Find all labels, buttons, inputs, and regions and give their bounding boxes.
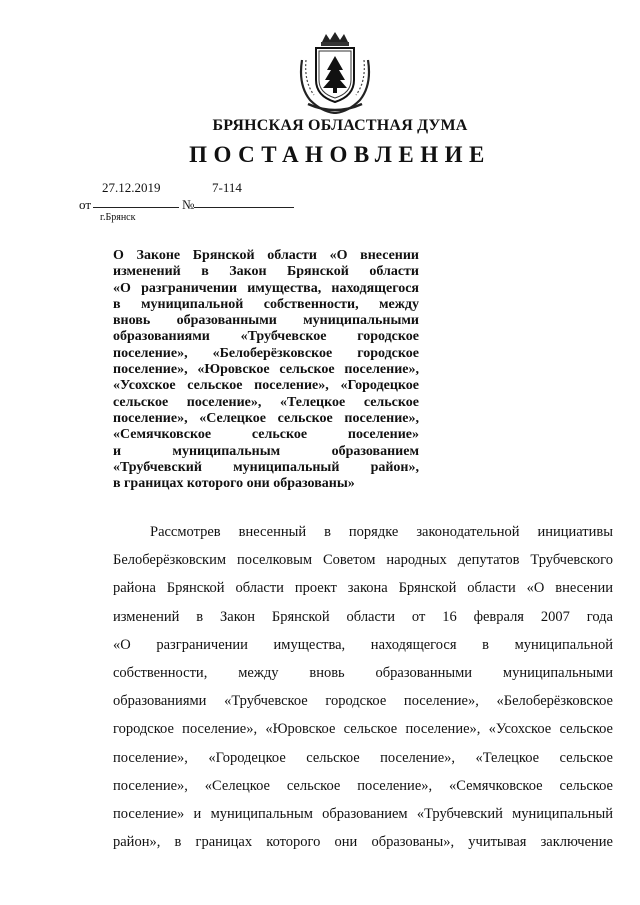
body-line: изменений в Закон Брянской области от 16 февраля 2007 года bbox=[113, 608, 613, 625]
document-number: 7-114 bbox=[212, 180, 242, 195]
title-line: вновь образованными муниципальными bbox=[113, 313, 419, 329]
body-line: Рассмотрев внесенный в порядке законодательной инициативы bbox=[150, 524, 613, 540]
body-line: поселение», «Селецкое сельское поселение», «Семячковское сельское bbox=[113, 777, 613, 794]
city-label: г.Брянск bbox=[100, 212, 136, 223]
title-line: «Семячковское сельское поселение» bbox=[113, 427, 419, 443]
from-label: от bbox=[79, 197, 92, 212]
title-line: поселение», «Юровское сельское поселение», bbox=[113, 362, 419, 378]
title-line: в границах которого они образованы» bbox=[113, 476, 355, 492]
title-line: поселение», «Белоберёзковское городское bbox=[113, 345, 419, 361]
title-line: «Усохское сельское поселение», «Городецкое bbox=[113, 378, 419, 394]
title-line: «Трубчевский муниципальный район», bbox=[113, 459, 419, 475]
number-underline bbox=[194, 207, 294, 208]
body-line: городское поселение», «Юровское сельское поселение», «Усохское сельское bbox=[113, 721, 613, 738]
coat-of-arms-emblem bbox=[296, 30, 374, 114]
number-label: № bbox=[182, 197, 195, 212]
body-line: Белоберёзковским поселковым Советом народных депутатов Трубчевского bbox=[113, 552, 613, 569]
body-line: поселение» и муниципальным образованием «Трубчевский муниципальный bbox=[113, 806, 613, 823]
body-line: собственности, между вновь образованными муниципальными bbox=[113, 665, 613, 682]
document-title bbox=[113, 248, 419, 492]
title-line: изменений в Закон Брянской области bbox=[113, 264, 419, 280]
organization-name: БРЯНСКАЯ ОБЛАСТНАЯ ДУМА bbox=[212, 117, 468, 134]
title-line: сельское поселение», «Телецкое сельское bbox=[113, 394, 419, 410]
title-line: поселение», «Селецкое сельское поселение», bbox=[113, 410, 419, 426]
title-line: О Законе Брянской области «О внесении bbox=[113, 248, 419, 263]
title-line: «О разграничении имущества, находящегося bbox=[113, 280, 419, 296]
body-paragraph bbox=[113, 518, 613, 856]
date-underline bbox=[93, 207, 179, 208]
body-line: район», в границах которого они образованы», учитывая заключение bbox=[113, 834, 613, 851]
body-line: поселение», «Городецкое сельское поселение», «Телецкое сельское bbox=[113, 749, 613, 766]
body-line: района Брянской области проект закона Брянской области «О внесении bbox=[113, 580, 613, 597]
body-line: «О разграничении имущества, находящегося в муниципальной bbox=[113, 636, 613, 653]
document-date: 27.12.2019 bbox=[102, 180, 161, 195]
title-line: в муниципальной собственности, между bbox=[113, 296, 419, 312]
document-type: ПОСТАНОВЛЕНИЕ bbox=[189, 142, 491, 167]
body-line: образованиями «Трубчевское городское поселение», «Белоберёзковское bbox=[113, 693, 613, 710]
title-line: и муниципальным образованием bbox=[113, 443, 419, 459]
title-line: образованиями «Трубчевское городское bbox=[113, 329, 419, 345]
